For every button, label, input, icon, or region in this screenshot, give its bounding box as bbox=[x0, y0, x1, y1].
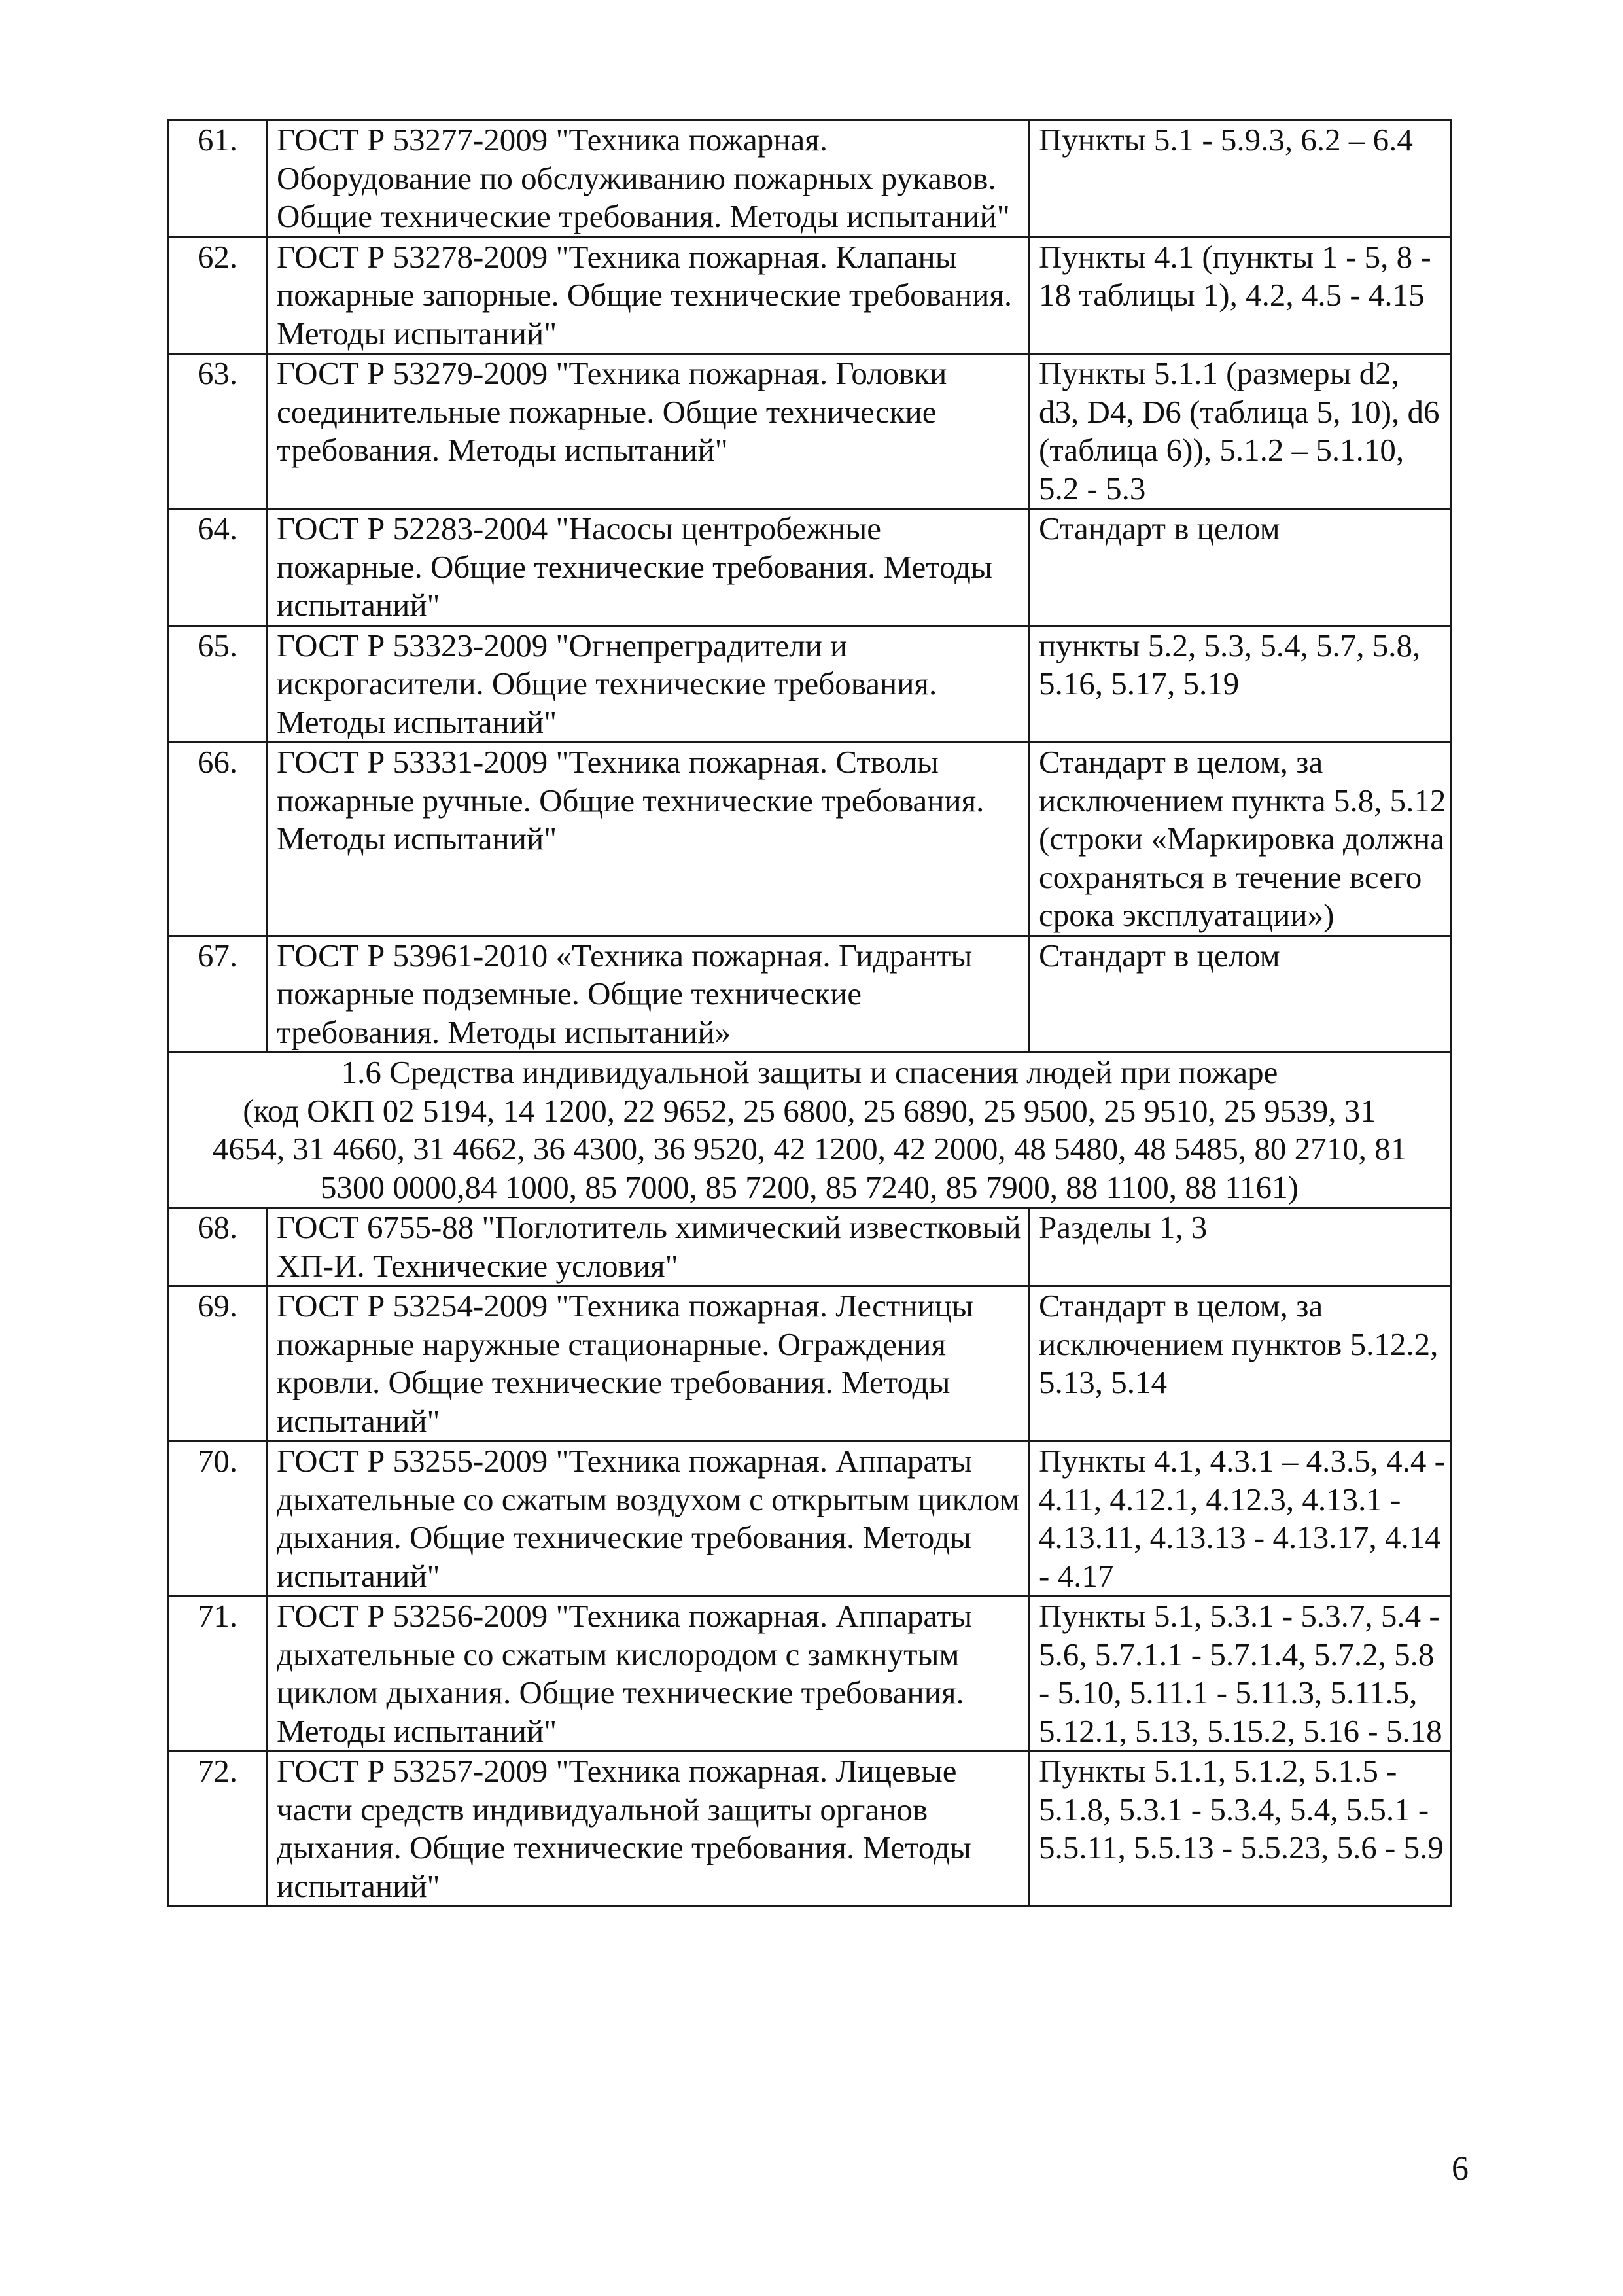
standard-title: ГОСТ Р 53277-2009 "Техника пожарная. Оборудование по обслуживанию пожарных рукавов. Общие технические требования. Методы испытаний" bbox=[267, 120, 1029, 238]
page-number: 6 bbox=[1452, 2150, 1469, 2187]
row-number: 64. bbox=[169, 509, 267, 626]
standard-title: ГОСТ Р 53256-2009 "Техника пожарная. Аппараты дыхательные со сжатым кислородом с замкнутым циклом дыхания. Общие технические требования. Методы испытаний" bbox=[267, 1597, 1029, 1752]
row-number: 62. bbox=[169, 237, 267, 354]
standard-title: ГОСТ Р 53323-2009 "Огнепреградители и искрогасители. Общие технические требования. Методы испытаний" bbox=[267, 626, 1029, 743]
applicable-clauses: Пункты 5.1, 5.3.1 - 5.3.7, 5.4 - 5.6, 5.7.1.1 - 5.7.1.4, 5.7.2, 5.8 - 5.10, 5.11.1 - 5.11.3, 5.11.5, 5.12.1, 5.13, 5.15.2, 5.16 - 5.18 bbox=[1029, 1597, 1451, 1752]
applicable-clauses: Разделы 1, 3 bbox=[1029, 1208, 1451, 1286]
standard-title: ГОСТ Р 53278-2009 "Техника пожарная. Клапаны пожарные запорные. Общие технические требования. Методы испытаний" bbox=[267, 237, 1029, 354]
table-row bbox=[169, 1208, 1451, 1286]
table-row bbox=[169, 936, 1451, 1053]
standard-title: ГОСТ 6755-88 "Поглотитель химический известковый ХП-И. Технические условия" bbox=[267, 1208, 1029, 1286]
row-number: 61. bbox=[169, 120, 267, 238]
row-number: 69. bbox=[169, 1286, 267, 1441]
section-title: 1.6 Средства индивидуальной защиты и спасения людей при пожаре bbox=[341, 1054, 1278, 1090]
applicable-clauses: Пункты 4.1, 4.3.1 – 4.3.5, 4.4 - 4.11, 4.12.1, 4.12.3, 4.13.1 - 4.13.11, 4.13.13 - 4.13.17, 4.14 - 4.17 bbox=[1029, 1441, 1451, 1597]
row-number: 67. bbox=[169, 936, 267, 1053]
applicable-clauses: Стандарт в целом, за исключением пункта 5.8, 5.12 (строки «Маркировка должна сохраняться в течение всего срока эксплуатации») bbox=[1029, 743, 1451, 936]
applicable-clauses: Пункты 5.1 - 5.9.3, 6.2 – 6.4 bbox=[1029, 120, 1451, 238]
standard-title: ГОСТ Р 53255-2009 "Техника пожарная. Аппараты дыхательные со сжатым воздухом с открытым циклом дыхания. Общие технические требования. Методы испытаний" bbox=[267, 1441, 1029, 1597]
standard-title: ГОСТ Р 53254-2009 "Техника пожарная. Лестницы пожарные наружные стационарные. Ограждения кровли. Общие технические требования. Методы испытаний" bbox=[267, 1286, 1029, 1441]
table-row bbox=[169, 354, 1451, 509]
standard-title: ГОСТ Р 53279-2009 "Техника пожарная. Головки соединительные пожарные. Общие технические требования. Методы испытаний" bbox=[267, 354, 1029, 509]
row-number: 65. bbox=[169, 626, 267, 743]
table-row bbox=[169, 237, 1451, 354]
row-number: 63. bbox=[169, 354, 267, 509]
applicable-clauses: Стандарт в целом bbox=[1029, 936, 1451, 1053]
row-number: 70. bbox=[169, 1441, 267, 1597]
applicable-clauses: Пункты 4.1 (пункты 1 - 5, 8 - 18 таблицы 1), 4.2, 4.5 - 4.15 bbox=[1029, 237, 1451, 354]
section-header-cell bbox=[169, 1053, 1451, 1208]
standard-title: ГОСТ Р 53331-2009 "Техника пожарная. Стволы пожарные ручные. Общие технические требования. Методы испытаний" bbox=[267, 743, 1029, 936]
applicable-clauses: Пункты 5.1.1 (размеры d2, d3, D4, D6 (таблица 5, 10), d6 (таблица 6)), 5.1.2 – 5.1.10, 5.2 - 5.3 bbox=[1029, 354, 1451, 509]
table-row bbox=[169, 120, 1451, 238]
table-body-part2 bbox=[169, 1208, 1451, 1907]
table-row bbox=[169, 1441, 1451, 1597]
section-header-body bbox=[169, 1053, 1451, 1208]
applicable-clauses: Стандарт в целом, за исключением пунктов 5.12.2, 5.13, 5.14 bbox=[1029, 1286, 1451, 1441]
section-okp-line-2: 4654, 31 4660, 31 4662, 36 4300, 36 9520, 42 1200, 42 2000, 48 5480, 48 5485, 80 2710, 81 bbox=[212, 1131, 1407, 1167]
row-number: 72. bbox=[169, 1752, 267, 1907]
table-row bbox=[169, 626, 1451, 743]
standard-title: ГОСТ Р 53961-2010 «Техника пожарная. Гидранты пожарные подземные. Общие технические требования. Методы испытаний» bbox=[267, 936, 1029, 1053]
standard-title: ГОСТ Р 53257-2009 "Техника пожарная. Лицевые части средств индивидуальной защиты органов дыхания. Общие технические требования. Методы испытаний" bbox=[267, 1752, 1029, 1907]
standards-table bbox=[167, 119, 1452, 1907]
standard-title: ГОСТ Р 52283-2004 "Насосы центробежные пожарные. Общие технические требования. Методы испытаний" bbox=[267, 509, 1029, 626]
row-number: 68. bbox=[169, 1208, 267, 1286]
table-row bbox=[169, 743, 1451, 936]
section-header-row bbox=[169, 1053, 1451, 1208]
section-okp-line-3: 5300 0000,84 1000, 85 7000, 85 7200, 85 7240, 85 7900, 88 1100, 88 1161) bbox=[321, 1169, 1299, 1205]
table-row bbox=[169, 1597, 1451, 1752]
section-okp-line-1: (код ОКП 02 5194, 14 1200, 22 9652, 25 6800, 25 6890, 25 9500, 25 9510, 25 9539, 31 bbox=[243, 1092, 1376, 1129]
applicable-clauses: пункты 5.2, 5.3, 5.4, 5.7, 5.8, 5.16, 5.17, 5.19 bbox=[1029, 626, 1451, 743]
row-number: 71. bbox=[169, 1597, 267, 1752]
table-row bbox=[169, 1286, 1451, 1441]
table-row bbox=[169, 1752, 1451, 1907]
applicable-clauses: Пункты 5.1.1, 5.1.2, 5.1.5 - 5.1.8, 5.3.1 - 5.3.4, 5.4, 5.5.1 - 5.5.11, 5.5.13 - 5.5.23, 5.6 - 5.9 bbox=[1029, 1752, 1451, 1907]
table-body-part1 bbox=[169, 120, 1451, 1053]
applicable-clauses: Стандарт в целом bbox=[1029, 509, 1451, 626]
table-row bbox=[169, 509, 1451, 626]
row-number: 66. bbox=[169, 743, 267, 936]
